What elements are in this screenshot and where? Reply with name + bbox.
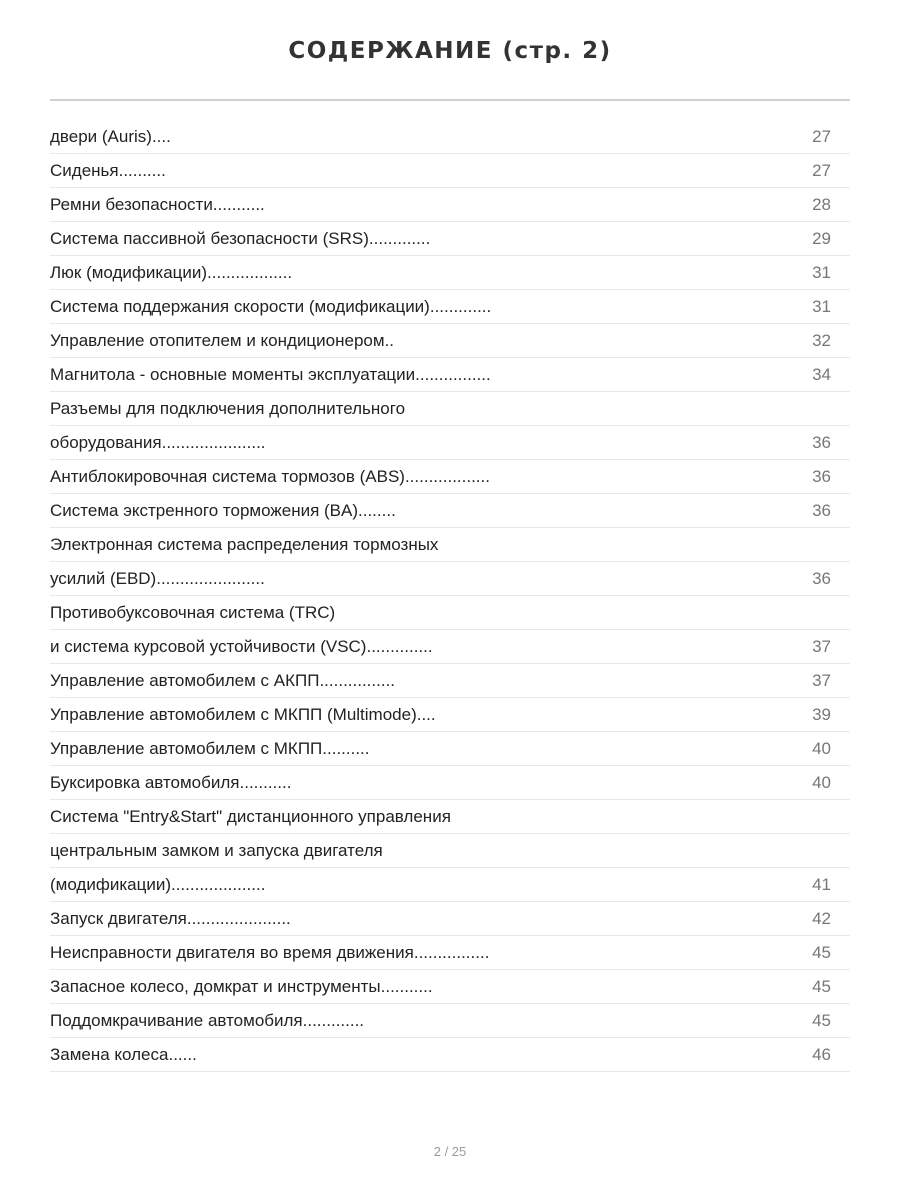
toc-entry-title: Система "Entry&Start" дистанционного управления (50, 806, 451, 826)
toc-entry[interactable] (50, 766, 850, 800)
toc-entry-page-number: 31 (812, 262, 831, 282)
toc-entry[interactable] (50, 154, 850, 188)
toc-entry-page-number: 45 (812, 976, 831, 996)
toc-entry[interactable] (50, 1038, 850, 1072)
toc-entry-page-number: 40 (812, 772, 831, 792)
toc-entry-title: Запасное колесо, домкрат и инструменты........... (50, 976, 433, 996)
toc-entry[interactable] (50, 698, 850, 732)
page-title: СОДЕРЖАНИЕ (стр. 2) (288, 38, 612, 64)
toc-entry-page-number: 37 (812, 636, 831, 656)
toc-entry-title: Управление автомобилем с МКПП (Multimode).... (50, 704, 436, 724)
table-of-contents (50, 120, 850, 1072)
toc-entry-title: Система поддержания скорости (модификации)............. (50, 296, 492, 316)
toc-entry[interactable] (50, 358, 850, 392)
toc-entry[interactable] (50, 426, 850, 460)
toc-entry-page-number: 28 (812, 194, 831, 214)
toc-entry-page-number: 32 (812, 330, 831, 350)
toc-entry[interactable] (50, 324, 850, 358)
toc-entry[interactable] (50, 222, 850, 256)
toc-entry-continued[interactable] (50, 528, 850, 562)
toc-entry[interactable] (50, 256, 850, 290)
toc-entry-page-number: 37 (812, 670, 831, 690)
toc-entry-page-number: 45 (812, 942, 831, 962)
toc-entry-title: усилий (EBD)....................... (50, 568, 265, 588)
toc-entry-title: Система пассивной безопасности (SRS)............. (50, 228, 431, 248)
toc-entry-page-number: 27 (812, 160, 831, 180)
toc-entry-title: Магнитола - основные моменты эксплуатации................ (50, 364, 491, 384)
toc-entry-title: Противобуксовочная система (TRC) (50, 602, 336, 622)
toc-entry-title: Управление автомобилем с АКПП................ (50, 670, 396, 690)
toc-entry-page-number: 39 (812, 704, 831, 724)
toc-entry[interactable] (50, 970, 850, 1004)
toc-entry-page-number: 45 (812, 1010, 831, 1030)
toc-entry-continued[interactable] (50, 834, 850, 868)
toc-entry-title: Буксировка автомобиля........... (50, 772, 292, 792)
toc-entry-title: Система экстренного торможения (BA)........ (50, 500, 396, 520)
toc-entry-page-number: 41 (812, 874, 831, 894)
toc-entry-continued[interactable] (50, 800, 850, 834)
toc-entry-title: Неисправности двигателя во время движения................ (50, 942, 490, 962)
title-divider (50, 99, 850, 101)
toc-entry-page-number: 40 (812, 738, 831, 758)
toc-entry-page-number: 31 (812, 296, 831, 316)
toc-entry[interactable] (50, 494, 850, 528)
toc-entry-page-number: 42 (812, 908, 831, 928)
toc-entry-title: Антиблокировочная система тормозов (ABS).................. (50, 466, 490, 486)
toc-entry-page-number: 36 (812, 466, 831, 486)
toc-entry-page-number: 29 (812, 228, 831, 248)
toc-entry[interactable] (50, 630, 850, 664)
toc-entry-title: (модификации).................... (50, 874, 266, 894)
toc-entry-title: оборудования...................... (50, 432, 266, 452)
toc-entry[interactable] (50, 562, 850, 596)
toc-entry-continued[interactable] (50, 596, 850, 630)
toc-entry-title: Люк (модификации).................. (50, 262, 293, 282)
toc-entry-title: и система курсовой устойчивости (VSC).............. (50, 636, 433, 656)
toc-entry-title: двери (Auris).... (50, 126, 171, 146)
toc-entry-title: Сиденья.......... (50, 160, 166, 180)
toc-entry-title: Управление автомобилем с МКПП.......... (50, 738, 370, 758)
toc-entry[interactable] (50, 936, 850, 970)
toc-entry-title: Электронная система распределения тормозных (50, 534, 439, 554)
toc-entry[interactable] (50, 1004, 850, 1038)
toc-entry-title: Замена колеса...... (50, 1044, 197, 1064)
toc-entry[interactable] (50, 868, 850, 902)
toc-entry[interactable] (50, 732, 850, 766)
toc-entry-title: Ремни безопасности........... (50, 194, 265, 214)
toc-entry-page-number: 34 (812, 364, 831, 384)
toc-entry-title: Управление отопителем и кондиционером.. (50, 330, 395, 350)
toc-entry[interactable] (50, 188, 850, 222)
toc-entry-page-number: 27 (812, 126, 831, 146)
toc-entry-title: центральным замком и запуска двигателя (50, 840, 383, 860)
toc-entry-page-number: 36 (812, 568, 831, 588)
toc-entry-title: Поддомкрачивание автомобиля............. (50, 1010, 365, 1030)
toc-entry-title: Запуск двигателя...................... (50, 908, 291, 928)
toc-entry-page-number: 46 (812, 1044, 831, 1064)
toc-entry[interactable] (50, 460, 850, 494)
page-indicator: 2 / 25 (433, 1144, 467, 1159)
toc-entry[interactable] (50, 120, 850, 154)
toc-entry[interactable] (50, 290, 850, 324)
toc-entry-page-number: 36 (812, 500, 831, 520)
toc-entry-page-number: 36 (812, 432, 831, 452)
toc-entry[interactable] (50, 664, 850, 698)
toc-entry[interactable] (50, 902, 850, 936)
toc-entry-continued[interactable] (50, 392, 850, 426)
toc-entry-title: Разъемы для подключения дополнительного (50, 398, 406, 418)
